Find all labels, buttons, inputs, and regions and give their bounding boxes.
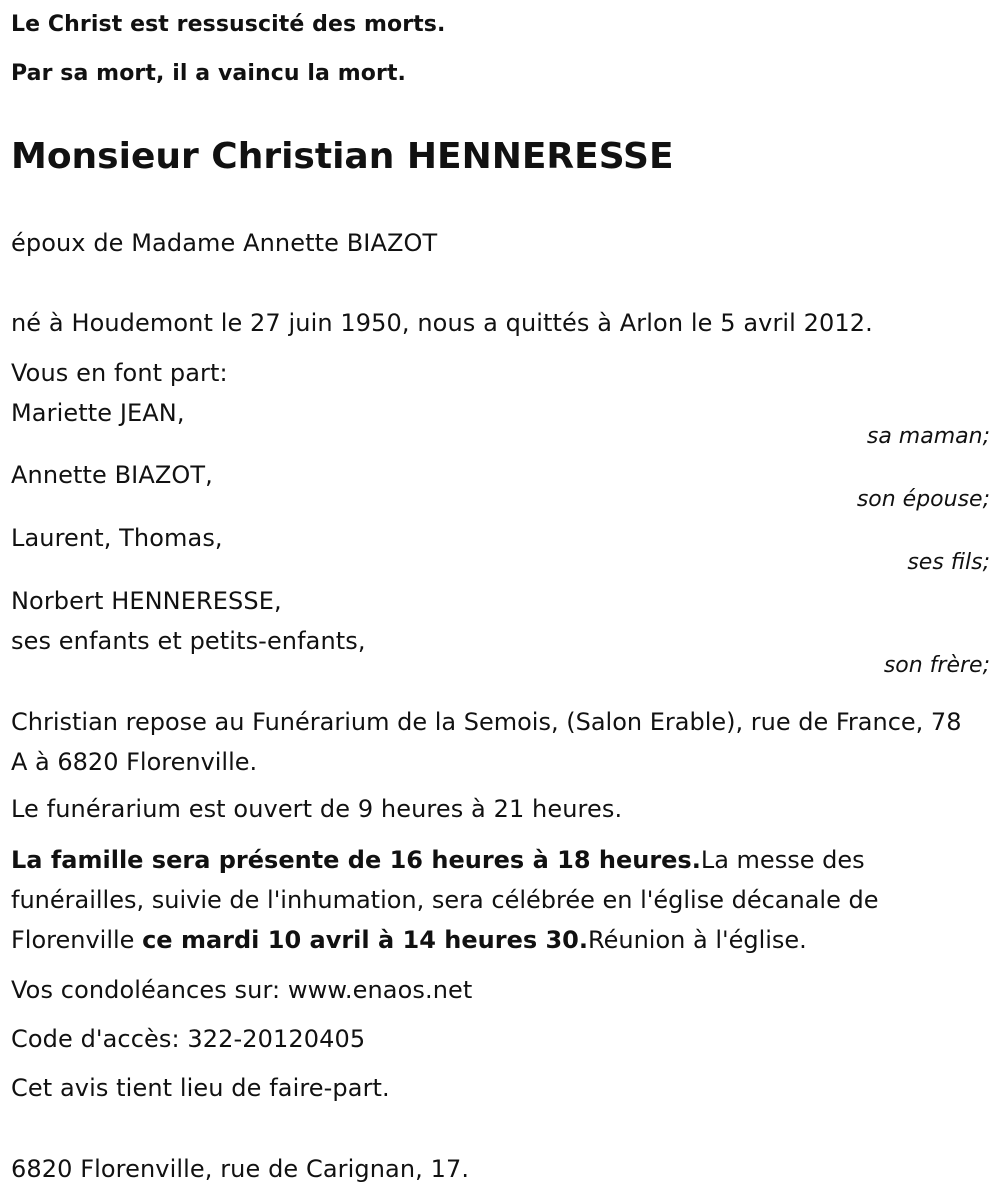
family-presence: La famille sera présente de 16 heures à 18 heures. — [11, 846, 701, 874]
announcer-names: Mariette JEAN, — [11, 399, 185, 427]
announcer-relation: son frère; — [883, 653, 990, 678]
spouse-line: époux de Madame Annette BIAZOT — [11, 229, 438, 257]
announcers-intro: Vous en font part: — [11, 359, 228, 387]
announcer-names: Laurent, Thomas, — [11, 524, 223, 552]
deceased-name: Monsieur Christian HENNERESSE — [11, 136, 674, 177]
mass-text-2: Réunion à l'église. — [588, 926, 807, 954]
notice-line: Cet avis tient lieu de faire-part. — [11, 1074, 390, 1102]
access-code-line: Code d'accès: 322-20120405 — [11, 1025, 366, 1053]
repose-paragraph: Christian repose au Funérarium de la Semois, (Salon Erable), rue de France, 78 A à 6820 Florenville. — [11, 708, 962, 776]
announcer-extra: ses enfants et petits-enfants, — [11, 627, 366, 655]
announcer-names: Annette BIAZOT, — [11, 461, 213, 489]
mass-paragraph — [11, 840, 981, 960]
header-line-2: Par sa mort, il a vaincu la mort. — [11, 61, 407, 86]
footer-address: 6820 Florenville, rue de Carignan, 17. — [11, 1155, 470, 1183]
announcer-names: Norbert HENNERESSE, — [11, 587, 282, 615]
announcer-relation: ses fils; — [907, 550, 990, 575]
mass-text-1: La messe des funérailles, suivie de l'inhumation, sera célébrée en l'église décanale de Florenville — [11, 846, 879, 954]
birth-death-line: né à Houdemont le 27 juin 1950, nous a quittés à Arlon le 5 avril 2012. — [11, 309, 873, 337]
announcer-relation: son épouse; — [856, 487, 990, 512]
condolences-line: Vos condoléances sur: www.enaos.net — [11, 976, 473, 1004]
mass-date: ce mardi 10 avril à 14 heures 30. — [142, 926, 588, 954]
announcer-relation: sa maman; — [866, 424, 990, 449]
opening-hours: Le funérarium est ouvert de 9 heures à 21 heures. — [11, 795, 623, 823]
header-line-1: Le Christ est ressuscité des morts. — [11, 12, 446, 37]
